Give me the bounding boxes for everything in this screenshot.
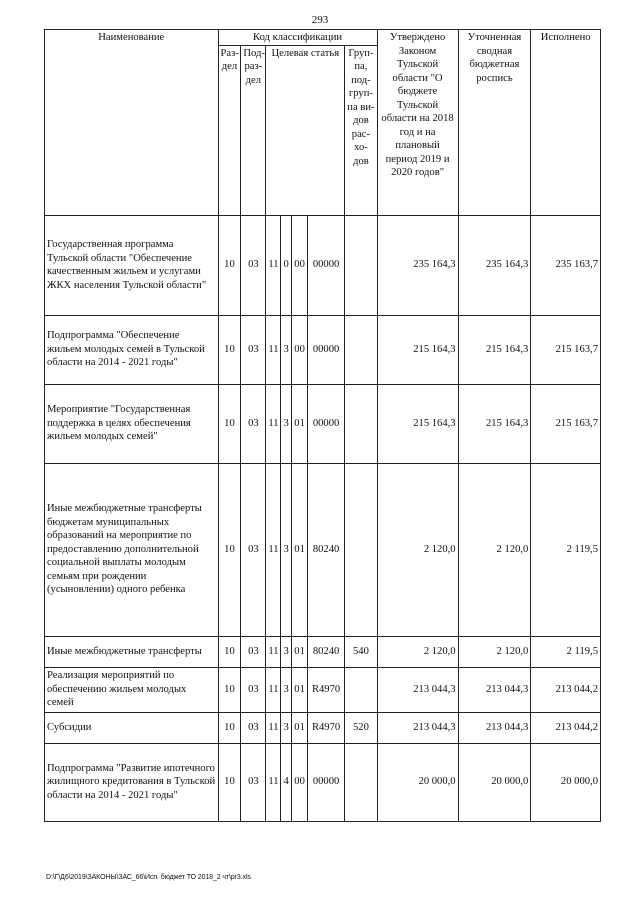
page-number: 293 — [311, 14, 329, 26]
table-row — [45, 667, 601, 712]
row-target-subprogram: 3 — [280, 636, 291, 667]
row-subsection: 03 — [241, 315, 266, 384]
row-target-measure: 00 — [292, 315, 308, 384]
row-name: Иные межбюджетные трансферты — [45, 636, 219, 667]
row-subsection: 03 — [241, 215, 266, 315]
row-group — [345, 743, 377, 821]
row-target-subprogram: 0 — [280, 215, 291, 315]
header-target: Целевая статья — [266, 45, 345, 215]
table-row — [45, 636, 601, 667]
row-refined: 2 120,0 — [458, 636, 531, 667]
row-section: 10 — [218, 743, 241, 821]
table-row — [45, 315, 601, 384]
row-target-program: 11 — [266, 712, 281, 743]
row-target-program: 11 — [266, 315, 281, 384]
row-approved: 2 120,0 — [377, 636, 458, 667]
row-target-program: 11 — [266, 463, 281, 636]
row-executed: 2 119,5 — [531, 636, 601, 667]
file-path-footer: D:\Г\Д6\2019\ЗАКОНЫ\ЗАС_66\Исп. бюджет ТО 2018_2 чт\pr3.xls — [46, 874, 251, 881]
row-target-measure: 01 — [292, 384, 308, 463]
row-refined: 215 164,3 — [458, 384, 531, 463]
header-group: Груп-па, под-груп-па ви-дов рас-хо-дов — [345, 45, 377, 215]
row-target-subprogram: 3 — [280, 384, 291, 463]
row-refined: 213 044,3 — [458, 712, 531, 743]
row-name: Реализация мероприятий по обеспечению жильем молодых семей — [45, 667, 219, 712]
row-approved: 2 120,0 — [377, 463, 458, 636]
row-section: 10 — [218, 712, 241, 743]
row-executed: 235 163,7 — [531, 215, 601, 315]
row-name: Мероприятие "Государственная поддержка в целях обеспечения жильем молодых семей" — [45, 384, 219, 463]
row-subsection: 03 — [241, 463, 266, 636]
row-executed: 2 119,5 — [531, 463, 601, 636]
row-section: 10 — [218, 667, 241, 712]
row-group — [345, 667, 377, 712]
row-target-direction: 00000 — [307, 315, 344, 384]
row-executed: 215 163,7 — [531, 384, 601, 463]
row-target-direction: 00000 — [307, 215, 344, 315]
row-target-direction: 80240 — [307, 636, 344, 667]
row-section: 10 — [218, 636, 241, 667]
row-executed: 213 044,2 — [531, 667, 601, 712]
row-group: 540 — [345, 636, 377, 667]
row-approved: 213 044,3 — [377, 712, 458, 743]
row-subsection: 03 — [241, 743, 266, 821]
row-target-measure: 01 — [292, 667, 308, 712]
row-approved: 20 000,0 — [377, 743, 458, 821]
row-refined: 235 164,3 — [458, 215, 531, 315]
row-target-program: 11 — [266, 384, 281, 463]
row-target-subprogram: 4 — [280, 743, 291, 821]
row-name: Иные межбюджетные трансферты бюджетам муниципальных образований на мероприятие по предоставлению дополнительной социальной выплаты молодым семьям при рождении (усыновлении) одного ребенка — [45, 463, 219, 636]
row-refined: 213 044,3 — [458, 667, 531, 712]
row-name: Государственная программа Тульской области "Обеспечение качественным жильем и услугами ЖКХ населения Тульской области" — [45, 215, 219, 315]
row-target-measure: 01 — [292, 636, 308, 667]
table-row — [45, 712, 601, 743]
row-target-program: 11 — [266, 667, 281, 712]
row-target-program: 11 — [266, 215, 281, 315]
row-approved: 215 164,3 — [377, 315, 458, 384]
row-target-measure: 00 — [292, 215, 308, 315]
row-group — [345, 384, 377, 463]
row-approved: 213 044,3 — [377, 667, 458, 712]
row-target-direction: 00000 — [307, 384, 344, 463]
row-executed: 213 044,2 — [531, 712, 601, 743]
row-target-direction: 00000 — [307, 743, 344, 821]
header-code: Код классификации — [218, 30, 377, 46]
header-section: Раз-дел — [218, 45, 241, 215]
budget-table — [44, 29, 601, 822]
row-approved: 215 164,3 — [377, 384, 458, 463]
row-target-subprogram: 3 — [280, 667, 291, 712]
header-approved: Утверждено Законом Тульской области "О бюджете Тульской области на 2018 год и на плановый период 2019 и 2020 годов" — [377, 30, 458, 216]
row-target-program: 11 — [266, 636, 281, 667]
row-section: 10 — [218, 215, 241, 315]
table-row — [45, 384, 601, 463]
header-refined: Уточненная сводная бюджетная роспись — [458, 30, 531, 216]
row-executed: 20 000,0 — [531, 743, 601, 821]
header-name: Наименование — [45, 30, 219, 216]
row-group — [345, 215, 377, 315]
row-subsection: 03 — [241, 712, 266, 743]
row-group — [345, 315, 377, 384]
row-refined: 2 120,0 — [458, 463, 531, 636]
row-target-direction: R4970 — [307, 712, 344, 743]
row-name: Подпрограмма "Обеспечение жильем молодых семей в Тульской области на 2014 - 2021 годы" — [45, 315, 219, 384]
row-refined: 20 000,0 — [458, 743, 531, 821]
row-target-program: 11 — [266, 743, 281, 821]
row-target-measure: 01 — [292, 712, 308, 743]
row-group: 520 — [345, 712, 377, 743]
row-subsection: 03 — [241, 636, 266, 667]
row-name: Подпрограмма "Развитие ипотечного жилищного кредитования в Тульской области на 2014 - 2021 годы" — [45, 743, 219, 821]
header-executed: Исполнено — [531, 30, 601, 216]
row-target-subprogram: 3 — [280, 315, 291, 384]
row-target-measure: 01 — [292, 463, 308, 636]
row-refined: 215 164,3 — [458, 315, 531, 384]
row-subsection: 03 — [241, 384, 266, 463]
row-target-direction: 80240 — [307, 463, 344, 636]
row-section: 10 — [218, 463, 241, 636]
header-subsection: Под-раз-дел — [241, 45, 266, 215]
table-row — [45, 215, 601, 315]
row-subsection: 03 — [241, 667, 266, 712]
row-target-measure: 00 — [292, 743, 308, 821]
row-section: 10 — [218, 315, 241, 384]
table-row — [45, 743, 601, 821]
row-section: 10 — [218, 384, 241, 463]
row-executed: 215 163,7 — [531, 315, 601, 384]
row-name: Субсидии — [45, 712, 219, 743]
row-target-subprogram: 3 — [280, 463, 291, 636]
table-row — [45, 463, 601, 636]
row-target-direction: R4970 — [307, 667, 344, 712]
row-approved: 235 164,3 — [377, 215, 458, 315]
row-group — [345, 463, 377, 636]
row-target-subprogram: 3 — [280, 712, 291, 743]
